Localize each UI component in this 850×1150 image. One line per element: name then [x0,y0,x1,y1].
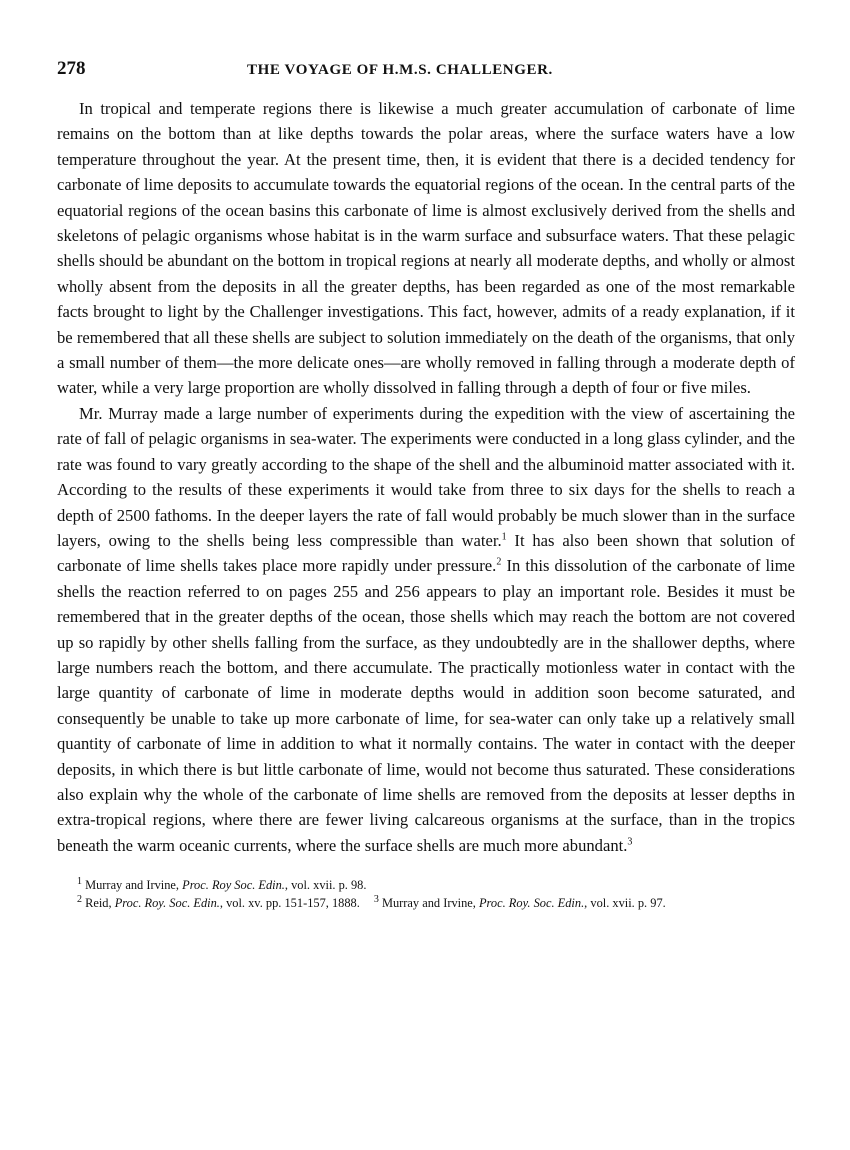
footnote-ref-2[interactable]: 2 [496,556,502,568]
footnote-authors: Reid, [82,896,115,911]
footnotes [57,876,795,912]
footnote-details: , vol. xvii. p. 97. [584,896,666,911]
footnote-authors: Murray and Irvine, [378,896,479,911]
footnote-journal: Proc. Roy. Soc. Edin. [478,896,585,911]
paragraph-text: It has also been shown that solution of carbonate of lime shells takes place more rapidly under pressure. [57,530,795,576]
footnote-line-1 [77,876,795,894]
footnote-marker: 3 [373,894,379,906]
paragraph-text: Mr. Murray made a large number of experiments during the expedition with the view of ascertaining the rate of fall of pelagic organisms in sea-water. The experiments were conducted in a long glass cylinder, and the rate was found to vary greatly according to the shape of the shell and the albuminoid matter associated with it. According to the results of these experiments it would take from three to six days for the shells to reach a depth of 2500 fathoms. In the deeper layers the rate of fall would probably be much slower than in the surface layers, owing to the shells being less compressible than water. [57,403,795,550]
footnote-line-2 [77,894,795,912]
paragraph-2 [57,401,795,858]
footnote-marker: 2 [77,894,82,906]
footnote-authors: Murray and Irvine, [82,878,183,893]
footnote-journal: Proc. Roy Soc. Edin. [182,878,285,893]
footnote-details: , vol. xvii. p. 98. [284,878,367,893]
footnote-marker: 1 [77,876,82,888]
footnote-ref-1[interactable]: 1 [501,531,507,543]
paragraph-1 [57,96,795,401]
footnote-ref-3[interactable]: 3 [627,836,633,848]
page-number: 278 [57,58,86,79]
body-text [57,96,795,858]
paragraph-text: In this dissolution of the carbonate of lime shells the reaction referred to on pages 255 and 256 appears to play an important role. Besides it must be remembered that in the greater depths of the ocean, those shells which may reach the bottom are not covered up so rapidly by other shells falling from the surface, as they undoubtedly are in the shallower depths, where large numbers reach the bottom, and there accumulate. The practically motionless water in contact with the large quantity of carbonate of lime in moderate depths would in addition soon become saturated, and consequently be unable to take up more carbonate of lime, for sea-water can only take up a relatively small quantity of carbonate of lime in addition to what it normally contains. The water in contact with the deeper deposits, in which there is but little carbonate of lime, would not become thus saturated. These considerations also explain why the whole of the carbonate of lime shells are removed from the deposits at lesser depths in extra-tropical regions, where there are fewer living calcareous organisms at the surface, than in the tropics beneath the warm oceanic currents, where the surface shells are much more abundant. [57,556,795,855]
footnote-details: , vol. xv. pp. 151-157, 1888. [219,896,360,911]
page-header [57,58,795,94]
paragraph-text: In tropical and temperate regions there is likewise a much greater accumulation of carbonate of lime remains on the bottom than at like depths towards the polar areas, where the surface waters have a low temperature throughout the year. At the present time, then, it is evident that there is a decided tendency for carbonate of lime deposits to accumulate towards the equatorial regions of the ocean. In the central parts of the equatorial regions of the ocean basins this carbonate of lime is almost exclusively derived from the shells and skeletons of pelagic organisms whose habitat is in the warm surface and subsurface waters. That these pelagic shells should be abundant on the bottom in tropical regions at nearly all moderate depths, and wholly or almost wholly absent from the deposits in all the greater depths, has been regarded as one of the most remarkable facts brought to light by the Challenger investigations. This fact, however, admits of a ready explanation, if it be remembered that all these shells are subject to solution immediately on the death of the organisms, that only a small number of them—the more delicate ones—are wholly removed in falling through a moderate depth of water, while a very large proportion are wholly dissolved in falling through a depth of four or five miles. [57,99,795,398]
footnote-journal: Proc. Roy. Soc. Edin. [114,896,220,911]
running-title: THE VOYAGE OF H.M.S. CHALLENGER. [247,62,553,78]
